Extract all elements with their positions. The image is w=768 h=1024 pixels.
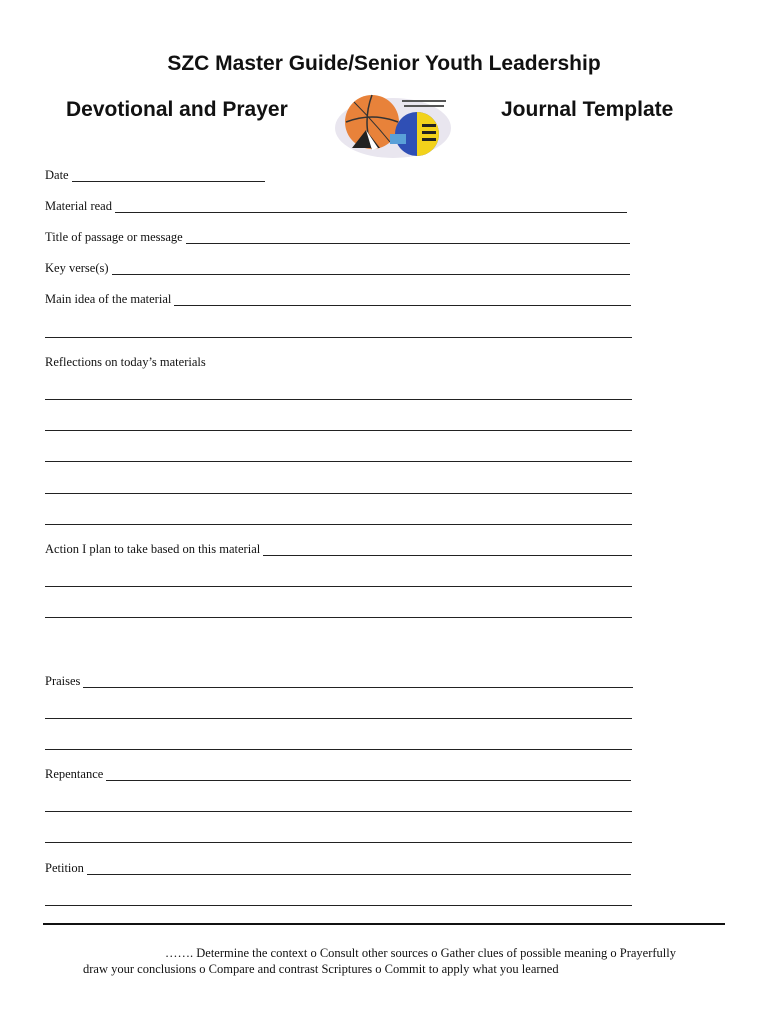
- repentance-label: Repentance: [45, 767, 104, 781]
- key-verse-label: Key verse(s): [45, 261, 109, 275]
- material-read-line[interactable]: [115, 200, 627, 213]
- repentance-blank-line[interactable]: [45, 842, 632, 843]
- main-idea-label: Main idea of the material: [45, 292, 172, 306]
- petition-blank-line[interactable]: [45, 905, 632, 906]
- reflections-blank-line[interactable]: [45, 399, 632, 400]
- reflections-blank-line[interactable]: [45, 524, 632, 525]
- footer-line-1: ……. Determine the context o Consult other sources o Gather clues of possible meaning o Prayerfully: [165, 946, 676, 960]
- petition-line[interactable]: [87, 862, 631, 875]
- reflections-blank-line[interactable]: [45, 461, 632, 462]
- footer-divider: [43, 923, 725, 925]
- material-read-field[interactable]: [45, 199, 627, 213]
- date-line[interactable]: [72, 169, 265, 182]
- petition-field[interactable]: [45, 861, 631, 875]
- footer-instructions: [83, 945, 733, 977]
- repentance-blank-line[interactable]: [45, 811, 632, 812]
- date-label: Date: [45, 168, 69, 182]
- key-verse-line[interactable]: [112, 262, 630, 275]
- youth-ministry-logo-icon: [332, 90, 454, 160]
- subtitle-right: Journal Template: [501, 98, 674, 121]
- praises-blank-line[interactable]: [45, 749, 632, 750]
- document-title: SZC Master Guide/Senior Youth Leadership: [167, 52, 601, 75]
- action-blank-line[interactable]: [45, 586, 632, 587]
- main-idea-field[interactable]: [45, 292, 631, 306]
- praises-label: Praises: [45, 674, 81, 688]
- repentance-line[interactable]: [106, 768, 631, 781]
- reflections-heading: [45, 355, 209, 369]
- reflections-blank-line[interactable]: [45, 493, 632, 494]
- footer-line-2: draw your conclusions o Compare and contrast Scriptures o Commit to apply what you learned: [83, 962, 559, 976]
- subtitle-left: Devotional and Prayer: [66, 98, 288, 121]
- title-passage-label: Title of passage or message: [45, 230, 183, 244]
- action-blank-line[interactable]: [45, 617, 632, 618]
- date-field[interactable]: [45, 168, 265, 182]
- praises-field[interactable]: [45, 674, 633, 688]
- action-line[interactable]: [263, 543, 632, 556]
- material-read-label: Material read: [45, 199, 112, 213]
- reflections-blank-line[interactable]: [45, 430, 632, 431]
- reflections-label: Reflections on today’s materials: [45, 355, 206, 369]
- repentance-field[interactable]: [45, 767, 631, 781]
- action-field[interactable]: [45, 542, 632, 556]
- title-passage-line[interactable]: [186, 231, 630, 244]
- main-idea-blank-line[interactable]: [45, 337, 632, 338]
- petition-label: Petition: [45, 861, 84, 875]
- action-label: Action I plan to take based on this material: [45, 542, 261, 556]
- key-verse-field[interactable]: [45, 261, 630, 275]
- title-passage-field[interactable]: [45, 230, 630, 244]
- main-idea-line[interactable]: [174, 293, 631, 306]
- praises-line[interactable]: [83, 675, 633, 688]
- praises-blank-line[interactable]: [45, 718, 632, 719]
